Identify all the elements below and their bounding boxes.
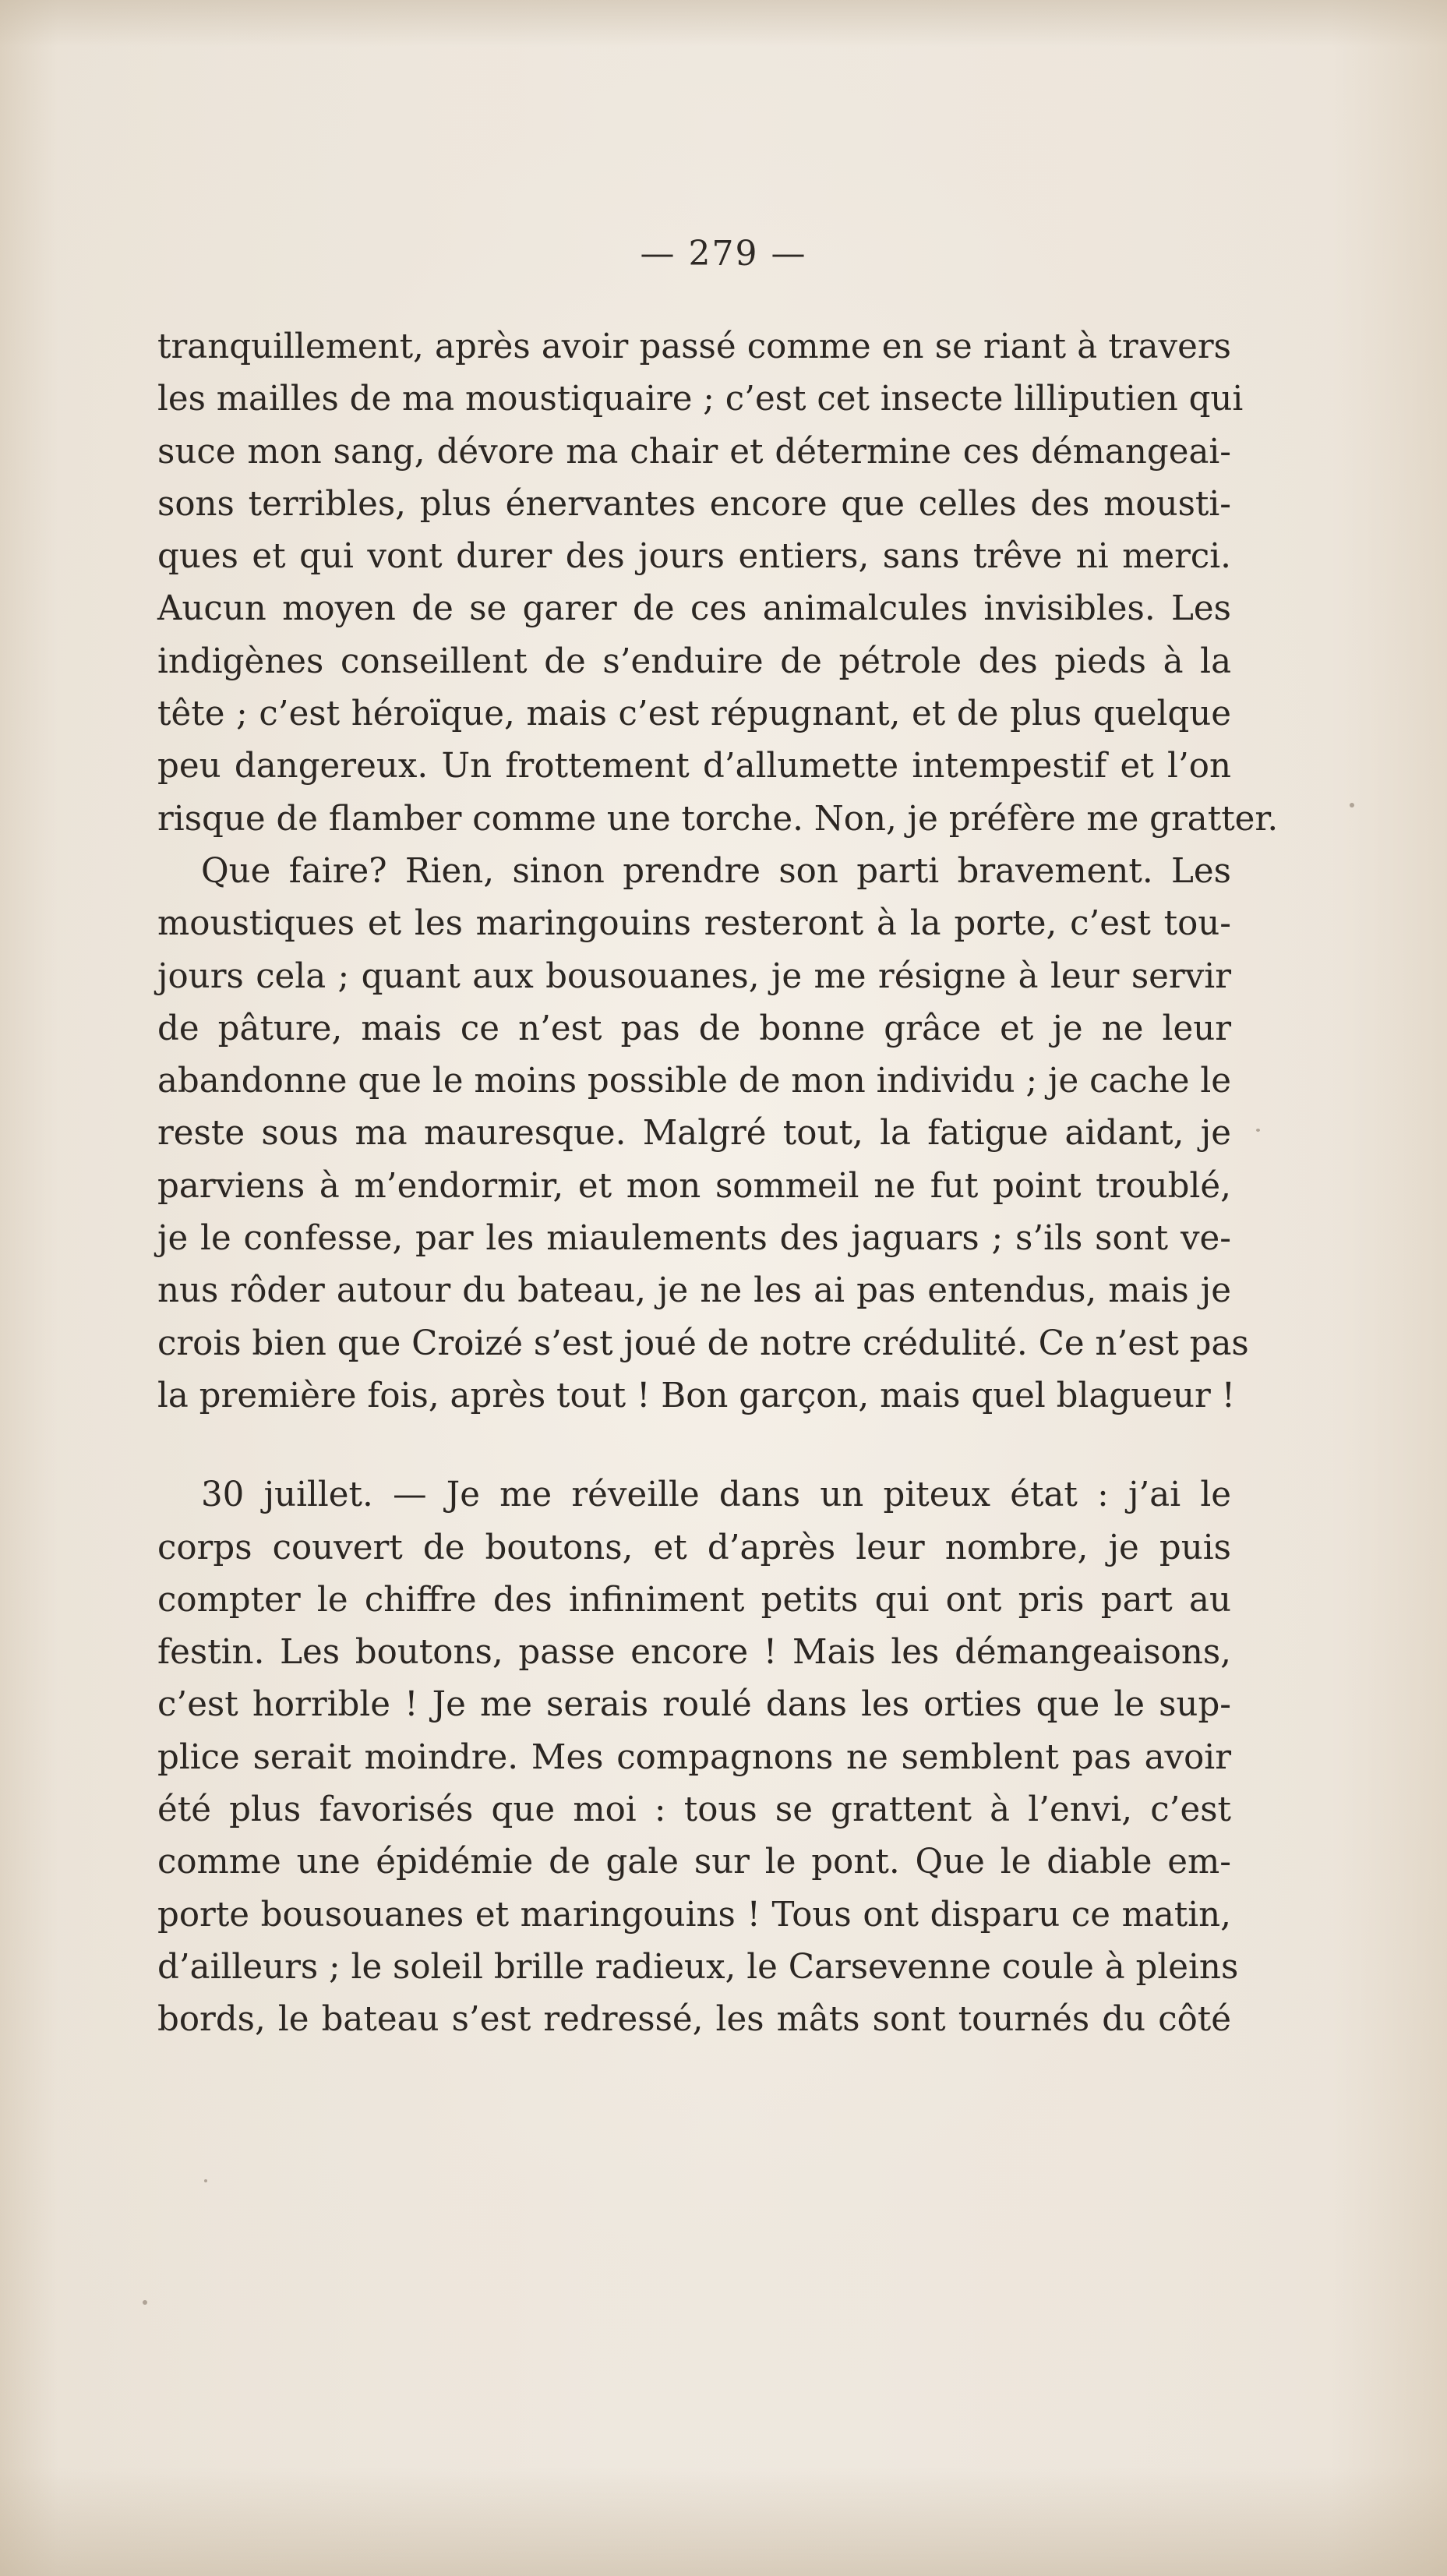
text-line: moustiques et les maringouins resteront à la porte, c’est tou-: [157, 904, 1231, 944]
text-line: peu dangereux. Un frottement d’allumette intempestif et l’on: [157, 747, 1231, 786]
paper-speck: [143, 2300, 147, 2305]
body-text: [157, 321, 1279, 2047]
text-line: d’ailleurs ; le soleil brille radieux, le Carsevenne coule à pleins: [157, 1947, 1239, 1987]
text-line: nus rôder autour du bateau, je ne les ai pas entendus, mais je: [157, 1271, 1231, 1311]
text-line: 30 juillet. — Je me réveille dans un piteux état : j’ai le: [201, 1475, 1231, 1515]
text-line: plice serait moindre. Mes compagnons ne semblent pas avoir: [157, 1737, 1231, 1777]
page-number: — 279 —: [640, 234, 807, 274]
text-line: suce mon sang, dévore ma chair et détermine ces démangeai-: [157, 432, 1231, 472]
text-line: corps couvert de boutons, et d’après leur nombre, je puis: [157, 1528, 1231, 1567]
text-line: sons terribles, plus énervantes encore que celles des mousti-: [157, 484, 1231, 524]
text-line: indigènes conseillent de s’enduire de pétrole des pieds à la: [157, 641, 1231, 681]
text-line: bords, le bateau s’est redressé, les mâts sont tournés du côté: [157, 2000, 1231, 2040]
paragraph-gap: [157, 1422, 1231, 1469]
paragraph-2: [157, 846, 1249, 1422]
text-line: tête ; c’est héroïque, mais c’est répugnant, et de plus quelque: [157, 694, 1231, 734]
text-line: Que faire? Rien, sinon prendre son parti bravement. Les: [201, 851, 1231, 891]
text-line: la première fois, après tout ! Bon garçon, mais quel blagueur !: [157, 1376, 1236, 1415]
page-top-shading: [0, 0, 1447, 47]
text-line: de pâture, mais ce n’est pas de bonne grâce et je ne leur: [157, 1009, 1231, 1048]
paragraph-3: [157, 1469, 1239, 2046]
text-line: porte bousouanes et maringouins ! Tous ont disparu ce matin,: [157, 1895, 1231, 1935]
paragraph-1: [157, 321, 1279, 846]
text-line: reste sous ma mauresque. Malgré tout, la fatigue aidant, je: [157, 1114, 1231, 1154]
text-line: abandonne que le moins possible de mon individu ; je cache le: [157, 1062, 1231, 1101]
text-line: parviens à m’endormir, et mon sommeil ne fut point troublé,: [157, 1166, 1231, 1206]
text-line: été plus favorisés que moi : tous se grattent à l’envi, c’est: [157, 1790, 1231, 1830]
paper-speck: [1256, 1129, 1260, 1132]
text-line: je le confesse, par les miaulements des jaguars ; s’ils sont ve-: [157, 1219, 1231, 1259]
text-line: risque de flamber comme une torche. Non, je préfère me gratter.: [157, 799, 1279, 839]
text-line: crois bien que Croizé s’est joué de notre crédulité. Ce n’est pas: [157, 1323, 1249, 1363]
paper-speck: [204, 2179, 207, 2182]
text-line: comme une épidémie de gale sur le pont. Que le diable em-: [157, 1843, 1231, 1882]
text-line: les mailles de ma moustiquaire ; c’est cet insecte lilliputien qui: [157, 380, 1244, 419]
text-line: tranquillement, après avoir passé comme en se riant à travers: [157, 327, 1231, 366]
text-line: ques et qui vont durer des jours entiers, sans trêve ni merci.: [157, 537, 1231, 577]
page-bottom-shading: [0, 2467, 1447, 2576]
text-line: compter le chiffre des infiniment petits qui ont pris part au: [157, 1580, 1231, 1620]
text-line: Aucun moyen de se garer de ces animalcules invisibles. Les: [157, 589, 1231, 629]
paper-speck: [1350, 803, 1354, 807]
text-line: c’est horrible ! Je me serais roulé dans les orties que le sup-: [157, 1685, 1231, 1725]
text-line: jours cela ; quant aux bousouanes, je me résigne à leur servir: [157, 956, 1231, 996]
text-line: festin. Les boutons, passe encore ! Mais les démangeaisons,: [157, 1633, 1231, 1673]
